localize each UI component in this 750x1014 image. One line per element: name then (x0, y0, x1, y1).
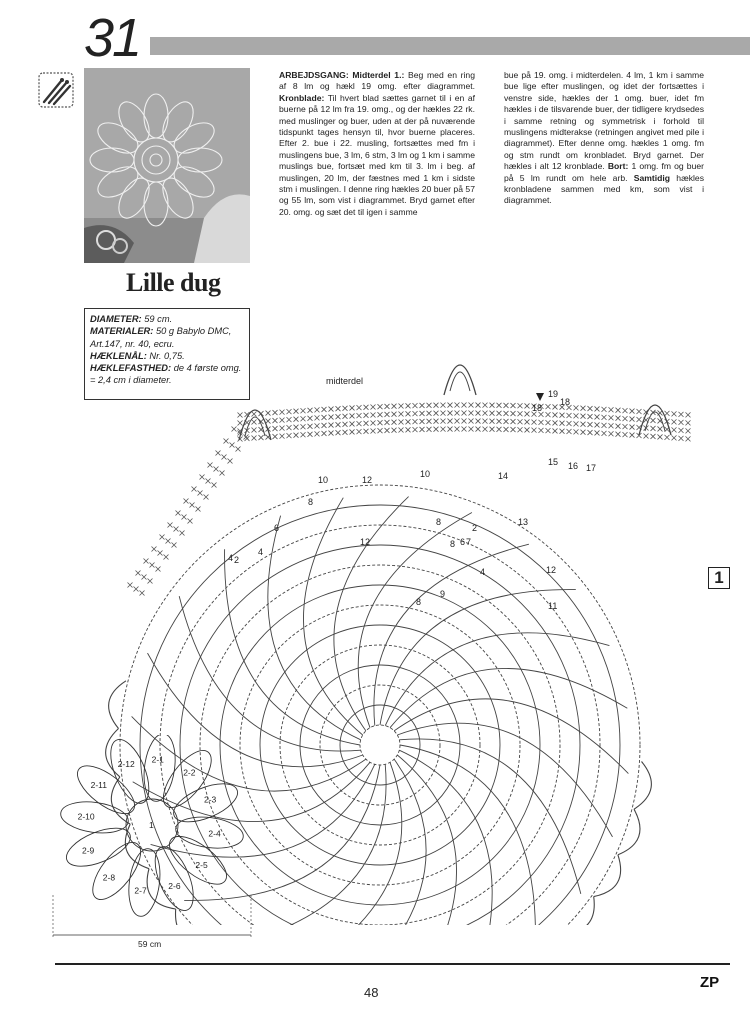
overview-diagram (45, 735, 270, 960)
petal-label: 2-11 (90, 779, 107, 790)
round-number: 10 (318, 475, 329, 485)
round-number: 8 (416, 597, 422, 607)
petal-label: 2-2 (183, 767, 196, 778)
round-number: 11 (548, 601, 558, 611)
diagram-label-midterdel: midterdel (326, 376, 364, 386)
round-number: 18 (560, 397, 571, 407)
pattern-number: 31 (84, 8, 141, 68)
petal-label: 2-1 (151, 754, 164, 765)
spec-gauge: HÆKLEFASTHED: de 4 første omg. = 2,4 cm i diameter. (90, 363, 242, 386)
round-number: 7 (466, 537, 472, 547)
crochet-hook-icon (38, 72, 74, 108)
instructions-column-2: bue på 19. omg. i midterdelen. 4 lm, 1 km i samme bue lige efter muslingen, og idet der fortsættes i venstre side, hækles der 1 omg. buer, idet fm hækles i de tilsvarende buer, der tidligere krydsedes i samme retning og symmetrisk i forhold til muslingens midterakse (retningen angivet med pile i diagrammet). Efter denne omg. hækles 1 omg. fm og stm rundt om kronbladet. Bryd garnet. Der hækles i alt 12 kronblade. Bort: 1 omg. fm og buer på 5 lm rundt om hele arb. Samtidig hækles kronbladene sammen med km, som vist i diagrammet. (504, 70, 705, 206)
petal-label: 2-12 (117, 759, 135, 769)
round-number: 19 (548, 389, 559, 399)
round-number: 4 (228, 553, 234, 563)
round-number: 12 (360, 537, 371, 547)
round-number: 13 (518, 517, 529, 527)
round-number: 14 (498, 471, 509, 481)
pattern-title: Lille dug (126, 268, 221, 297)
round-number: 4 (480, 567, 486, 577)
round-number: 12 (546, 565, 557, 575)
petal-label: 2-10 (77, 811, 95, 822)
round-number: 6 (274, 523, 280, 533)
petal-label: 2-6 (168, 881, 181, 891)
spec-hook: HÆKLENÅL: Nr. 0,75. (90, 350, 185, 361)
overview-diameter: 59 cm (138, 939, 162, 949)
round-number: 2 (472, 523, 478, 533)
round-number: 9 (440, 589, 446, 599)
motif-tag: 1 (708, 567, 730, 589)
round-number: 10 (420, 469, 431, 479)
footer-rule (55, 963, 730, 965)
petal-label: 2-4 (208, 828, 221, 839)
round-number: 6 (460, 537, 466, 547)
petal-label: 2-3 (204, 794, 217, 805)
header-bar (150, 37, 750, 55)
page-number: 48 (364, 985, 379, 1000)
doily-photo (84, 68, 250, 263)
round-number: 17 (586, 463, 597, 473)
petal-label: 2-8 (102, 872, 116, 883)
petal-label: 2-9 (82, 845, 95, 856)
spec-diameter: DIAMETER: 59 cm. (90, 314, 173, 324)
round-number: 15 (548, 457, 559, 467)
round-number: 8 (450, 539, 456, 549)
round-number: 16 (568, 461, 579, 471)
petal-label: 2-5 (195, 860, 208, 871)
round-number: 12 (362, 475, 373, 485)
center-label: 1 (149, 820, 154, 830)
round-number: 4 (258, 547, 264, 557)
spec-materials: MATERIALER: 50 g Babylo DMC, Art.147, nr. 40, ecru. (90, 326, 232, 349)
round-number: 18 (532, 403, 543, 413)
instructions-column-1: ARBEJDSGANG: Midterdel 1.: Beg med en ring af 8 lm og hækl 19 omg. efter diagrammet. Kronblade: Til hvert blad sættes garnet til i en af buerne på 12 lm fra 19. omg., og der hækles 22 rk. med muslinger og buer, uden at der på nuværende tidspunkt tages hensyn til, hvor buerne placeres. Efter 2. bue i 22. musling, fortsættes med fm i muslingens bue, 3 lm, 6 stm, 3 lm og 1 km i samme muslings bue, fortsæt med km til 3. lm i beg. af muslingen, 20 lm, der fæstnes med 1 km i sidste stm i muslingen. I denne ring hækles 20 buer på 57 og 55 lm, som vist i diagrammet. Bryd garnet efter 20. omg. og sæt det til igen i samme (279, 70, 475, 217)
round-number: 8 (308, 497, 314, 507)
corner-mark: ZP (700, 974, 720, 991)
round-number: 2 (234, 555, 240, 565)
petal-label: 2-7 (134, 885, 147, 896)
round-number: 8 (436, 517, 442, 527)
